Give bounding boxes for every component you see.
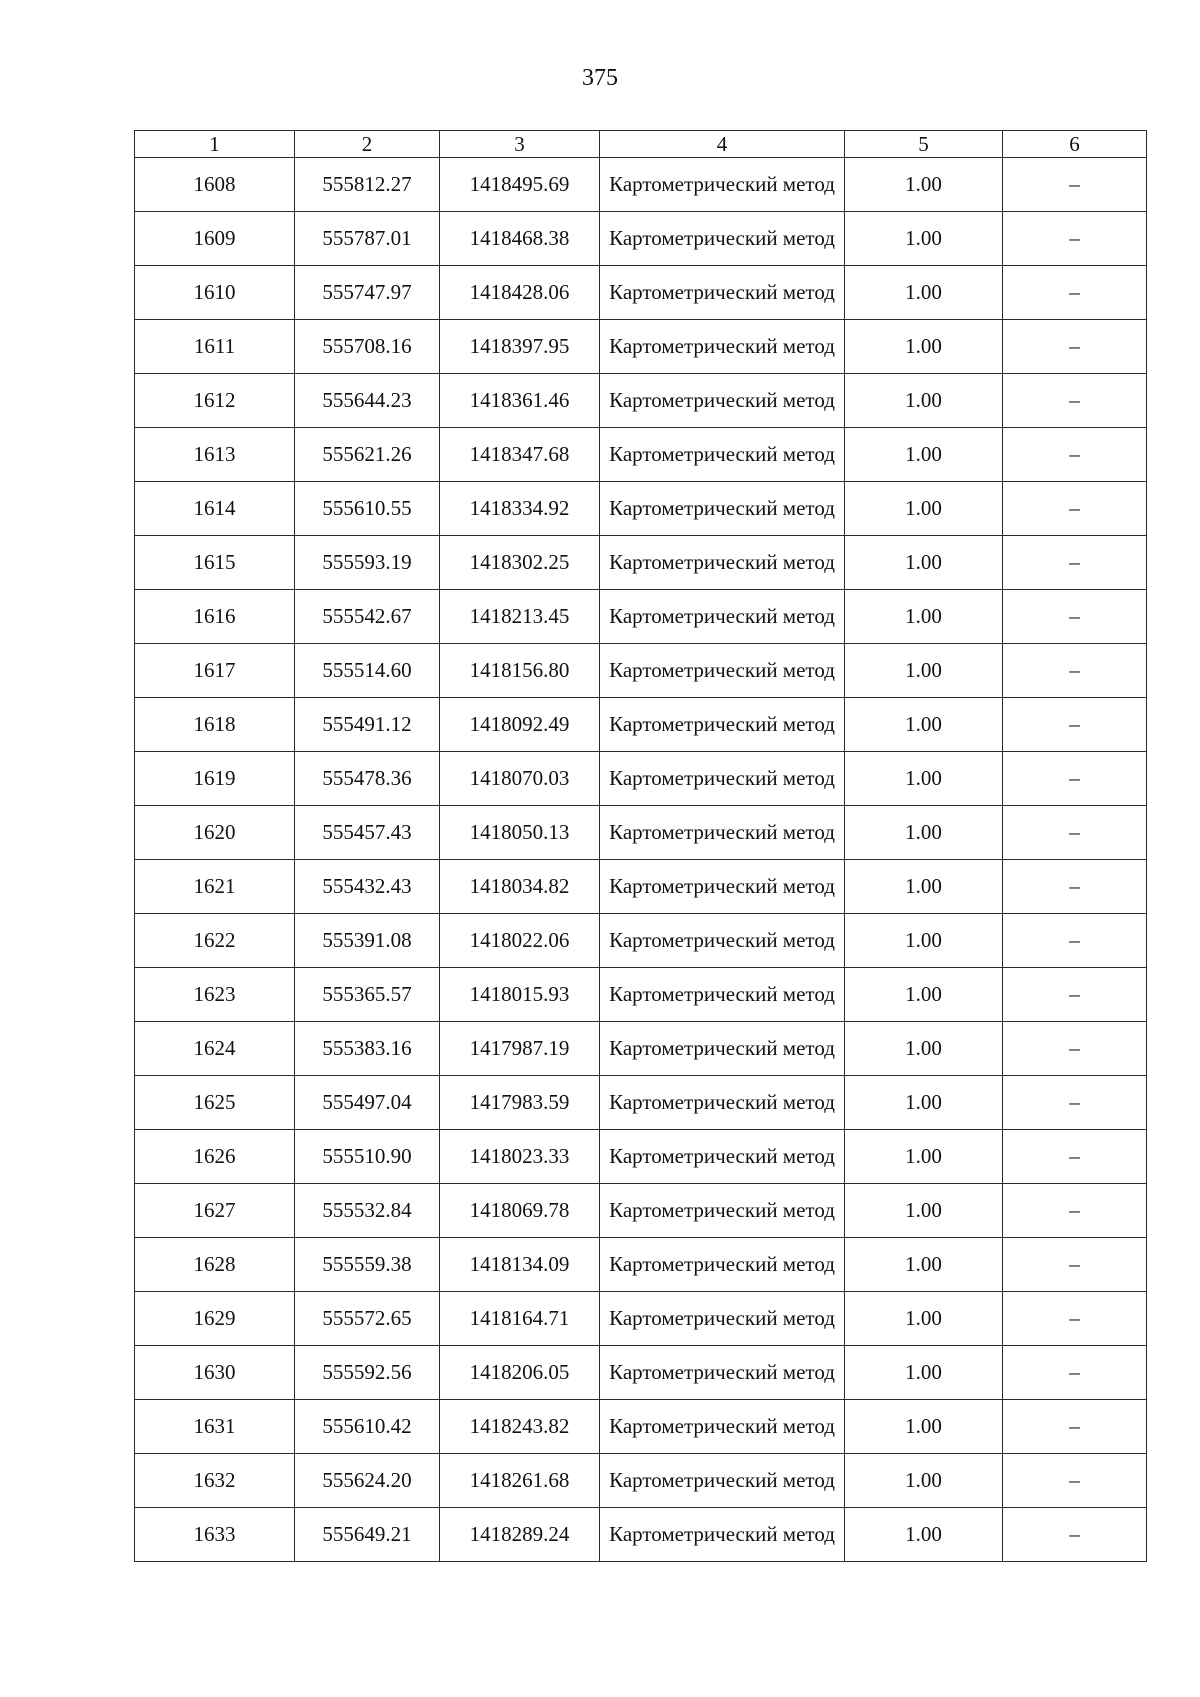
y-coordinate-cell: 1418022.06	[440, 914, 600, 968]
method-cell: Картометрический метод	[600, 1292, 845, 1346]
table-row	[135, 914, 1147, 968]
y-coordinate-cell: 1418261.68	[440, 1454, 600, 1508]
column-header: 5	[845, 131, 1003, 158]
table-row	[135, 1454, 1147, 1508]
method-cell: Картометрический метод	[600, 644, 845, 698]
table-row	[135, 698, 1147, 752]
y-coordinate-cell: 1418428.06	[440, 266, 600, 320]
note-cell: –	[1003, 158, 1147, 212]
accuracy-cell: 1.00	[845, 698, 1003, 752]
table-row	[135, 1184, 1147, 1238]
method-cell: Картометрический метод	[600, 266, 845, 320]
method-cell: Картометрический метод	[600, 1400, 845, 1454]
accuracy-cell: 1.00	[845, 1454, 1003, 1508]
coordinates-table	[134, 130, 1147, 1562]
method-cell: Картометрический метод	[600, 158, 845, 212]
table-row	[135, 968, 1147, 1022]
point-number-cell: 1617	[135, 644, 295, 698]
y-coordinate-cell: 1418156.80	[440, 644, 600, 698]
table-body	[135, 158, 1147, 1562]
x-coordinate-cell: 555514.60	[295, 644, 440, 698]
accuracy-cell: 1.00	[845, 536, 1003, 590]
x-coordinate-cell: 555365.57	[295, 968, 440, 1022]
y-coordinate-cell: 1418361.46	[440, 374, 600, 428]
point-number-cell: 1623	[135, 968, 295, 1022]
y-coordinate-cell: 1418334.92	[440, 482, 600, 536]
point-number-cell: 1611	[135, 320, 295, 374]
table-row	[135, 266, 1147, 320]
method-cell: Картометрический метод	[600, 212, 845, 266]
method-cell: Картометрический метод	[600, 1238, 845, 1292]
note-cell: –	[1003, 266, 1147, 320]
table-row	[135, 1022, 1147, 1076]
accuracy-cell: 1.00	[845, 1130, 1003, 1184]
point-number-cell: 1620	[135, 806, 295, 860]
table-row	[135, 590, 1147, 644]
note-cell: –	[1003, 1184, 1147, 1238]
note-cell: –	[1003, 1130, 1147, 1184]
accuracy-cell: 1.00	[845, 1184, 1003, 1238]
accuracy-cell: 1.00	[845, 590, 1003, 644]
point-number-cell: 1612	[135, 374, 295, 428]
y-coordinate-cell: 1418069.78	[440, 1184, 600, 1238]
accuracy-cell: 1.00	[845, 482, 1003, 536]
y-coordinate-cell: 1418468.38	[440, 212, 600, 266]
table-row	[135, 482, 1147, 536]
y-coordinate-cell: 1418070.03	[440, 752, 600, 806]
accuracy-cell: 1.00	[845, 320, 1003, 374]
note-cell: –	[1003, 914, 1147, 968]
table-row	[135, 374, 1147, 428]
y-coordinate-cell: 1418092.49	[440, 698, 600, 752]
table-row	[135, 1508, 1147, 1562]
method-cell: Картометрический метод	[600, 806, 845, 860]
table-row	[135, 1076, 1147, 1130]
method-cell: Картометрический метод	[600, 374, 845, 428]
column-header: 2	[295, 131, 440, 158]
accuracy-cell: 1.00	[845, 1238, 1003, 1292]
y-coordinate-cell: 1418164.71	[440, 1292, 600, 1346]
accuracy-cell: 1.00	[845, 644, 1003, 698]
method-cell: Картометрический метод	[600, 320, 845, 374]
method-cell: Картометрический метод	[600, 428, 845, 482]
point-number-cell: 1628	[135, 1238, 295, 1292]
x-coordinate-cell: 555621.26	[295, 428, 440, 482]
point-number-cell: 1627	[135, 1184, 295, 1238]
note-cell: –	[1003, 644, 1147, 698]
accuracy-cell: 1.00	[845, 914, 1003, 968]
accuracy-cell: 1.00	[845, 1346, 1003, 1400]
x-coordinate-cell: 555812.27	[295, 158, 440, 212]
x-coordinate-cell: 555432.43	[295, 860, 440, 914]
x-coordinate-cell: 555593.19	[295, 536, 440, 590]
note-cell: –	[1003, 428, 1147, 482]
accuracy-cell: 1.00	[845, 1400, 1003, 1454]
x-coordinate-cell: 555510.90	[295, 1130, 440, 1184]
point-number-cell: 1618	[135, 698, 295, 752]
method-cell: Картометрический метод	[600, 698, 845, 752]
accuracy-cell: 1.00	[845, 806, 1003, 860]
point-number-cell: 1629	[135, 1292, 295, 1346]
y-coordinate-cell: 1418015.93	[440, 968, 600, 1022]
method-cell: Картометрический метод	[600, 536, 845, 590]
table-row	[135, 806, 1147, 860]
y-coordinate-cell: 1418243.82	[440, 1400, 600, 1454]
x-coordinate-cell: 555592.56	[295, 1346, 440, 1400]
table-row	[135, 212, 1147, 266]
point-number-cell: 1610	[135, 266, 295, 320]
y-coordinate-cell: 1418023.33	[440, 1130, 600, 1184]
accuracy-cell: 1.00	[845, 1076, 1003, 1130]
method-cell: Картометрический метод	[600, 968, 845, 1022]
point-number-cell: 1624	[135, 1022, 295, 1076]
method-cell: Картометрический метод	[600, 1130, 845, 1184]
x-coordinate-cell: 555457.43	[295, 806, 440, 860]
y-coordinate-cell: 1418206.05	[440, 1346, 600, 1400]
table-row	[135, 536, 1147, 590]
table-row	[135, 860, 1147, 914]
point-number-cell: 1633	[135, 1508, 295, 1562]
x-coordinate-cell: 555383.16	[295, 1022, 440, 1076]
note-cell: –	[1003, 1022, 1147, 1076]
note-cell: –	[1003, 1400, 1147, 1454]
page-number: 375	[582, 65, 618, 91]
accuracy-cell: 1.00	[845, 158, 1003, 212]
note-cell: –	[1003, 320, 1147, 374]
table-row	[135, 644, 1147, 698]
header-row	[135, 131, 1147, 158]
x-coordinate-cell: 555610.55	[295, 482, 440, 536]
y-coordinate-cell: 1418289.24	[440, 1508, 600, 1562]
table-header	[135, 131, 1147, 158]
y-coordinate-cell: 1417983.59	[440, 1076, 600, 1130]
x-coordinate-cell: 555787.01	[295, 212, 440, 266]
table-row	[135, 428, 1147, 482]
column-header: 3	[440, 131, 600, 158]
table-row	[135, 1238, 1147, 1292]
column-header: 4	[600, 131, 845, 158]
method-cell: Картометрический метод	[600, 482, 845, 536]
note-cell: –	[1003, 1076, 1147, 1130]
method-cell: Картометрический метод	[600, 1022, 845, 1076]
table-row	[135, 1400, 1147, 1454]
note-cell: –	[1003, 212, 1147, 266]
note-cell: –	[1003, 752, 1147, 806]
y-coordinate-cell: 1417987.19	[440, 1022, 600, 1076]
point-number-cell: 1632	[135, 1454, 295, 1508]
x-coordinate-cell: 555624.20	[295, 1454, 440, 1508]
column-header: 6	[1003, 131, 1147, 158]
y-coordinate-cell: 1418050.13	[440, 806, 600, 860]
x-coordinate-cell: 555532.84	[295, 1184, 440, 1238]
point-number-cell: 1630	[135, 1346, 295, 1400]
accuracy-cell: 1.00	[845, 968, 1003, 1022]
table-row	[135, 158, 1147, 212]
note-cell: –	[1003, 1346, 1147, 1400]
point-number-cell: 1615	[135, 536, 295, 590]
table-row	[135, 752, 1147, 806]
x-coordinate-cell: 555644.23	[295, 374, 440, 428]
point-number-cell: 1608	[135, 158, 295, 212]
y-coordinate-cell: 1418495.69	[440, 158, 600, 212]
point-number-cell: 1625	[135, 1076, 295, 1130]
x-coordinate-cell: 555649.21	[295, 1508, 440, 1562]
x-coordinate-cell: 555572.65	[295, 1292, 440, 1346]
note-cell: –	[1003, 860, 1147, 914]
y-coordinate-cell: 1418034.82	[440, 860, 600, 914]
point-number-cell: 1616	[135, 590, 295, 644]
method-cell: Картометрический метод	[600, 590, 845, 644]
y-coordinate-cell: 1418397.95	[440, 320, 600, 374]
note-cell: –	[1003, 1508, 1147, 1562]
accuracy-cell: 1.00	[845, 752, 1003, 806]
column-header: 1	[135, 131, 295, 158]
point-number-cell: 1613	[135, 428, 295, 482]
accuracy-cell: 1.00	[845, 374, 1003, 428]
note-cell: –	[1003, 374, 1147, 428]
table-row	[135, 1130, 1147, 1184]
table-row	[135, 1292, 1147, 1346]
accuracy-cell: 1.00	[845, 428, 1003, 482]
method-cell: Картометрический метод	[600, 860, 845, 914]
x-coordinate-cell: 555747.97	[295, 266, 440, 320]
method-cell: Картометрический метод	[600, 1076, 845, 1130]
y-coordinate-cell: 1418134.09	[440, 1238, 600, 1292]
point-number-cell: 1619	[135, 752, 295, 806]
x-coordinate-cell: 555610.42	[295, 1400, 440, 1454]
method-cell: Картометрический метод	[600, 1508, 845, 1562]
method-cell: Картометрический метод	[600, 1184, 845, 1238]
x-coordinate-cell: 555391.08	[295, 914, 440, 968]
table-row	[135, 320, 1147, 374]
point-number-cell: 1631	[135, 1400, 295, 1454]
y-coordinate-cell: 1418347.68	[440, 428, 600, 482]
note-cell: –	[1003, 968, 1147, 1022]
point-number-cell: 1622	[135, 914, 295, 968]
note-cell: –	[1003, 536, 1147, 590]
accuracy-cell: 1.00	[845, 1508, 1003, 1562]
point-number-cell: 1609	[135, 212, 295, 266]
point-number-cell: 1626	[135, 1130, 295, 1184]
point-number-cell: 1614	[135, 482, 295, 536]
table-row	[135, 1346, 1147, 1400]
y-coordinate-cell: 1418213.45	[440, 590, 600, 644]
note-cell: –	[1003, 482, 1147, 536]
x-coordinate-cell: 555478.36	[295, 752, 440, 806]
note-cell: –	[1003, 806, 1147, 860]
note-cell: –	[1003, 1238, 1147, 1292]
accuracy-cell: 1.00	[845, 212, 1003, 266]
x-coordinate-cell: 555542.67	[295, 590, 440, 644]
accuracy-cell: 1.00	[845, 266, 1003, 320]
x-coordinate-cell: 555559.38	[295, 1238, 440, 1292]
note-cell: –	[1003, 698, 1147, 752]
point-number-cell: 1621	[135, 860, 295, 914]
method-cell: Картометрический метод	[600, 752, 845, 806]
accuracy-cell: 1.00	[845, 1292, 1003, 1346]
y-coordinate-cell: 1418302.25	[440, 536, 600, 590]
x-coordinate-cell: 555497.04	[295, 1076, 440, 1130]
x-coordinate-cell: 555708.16	[295, 320, 440, 374]
accuracy-cell: 1.00	[845, 860, 1003, 914]
method-cell: Картометрический метод	[600, 914, 845, 968]
method-cell: Картометрический метод	[600, 1346, 845, 1400]
note-cell: –	[1003, 1454, 1147, 1508]
accuracy-cell: 1.00	[845, 1022, 1003, 1076]
note-cell: –	[1003, 590, 1147, 644]
note-cell: –	[1003, 1292, 1147, 1346]
x-coordinate-cell: 555491.12	[295, 698, 440, 752]
method-cell: Картометрический метод	[600, 1454, 845, 1508]
